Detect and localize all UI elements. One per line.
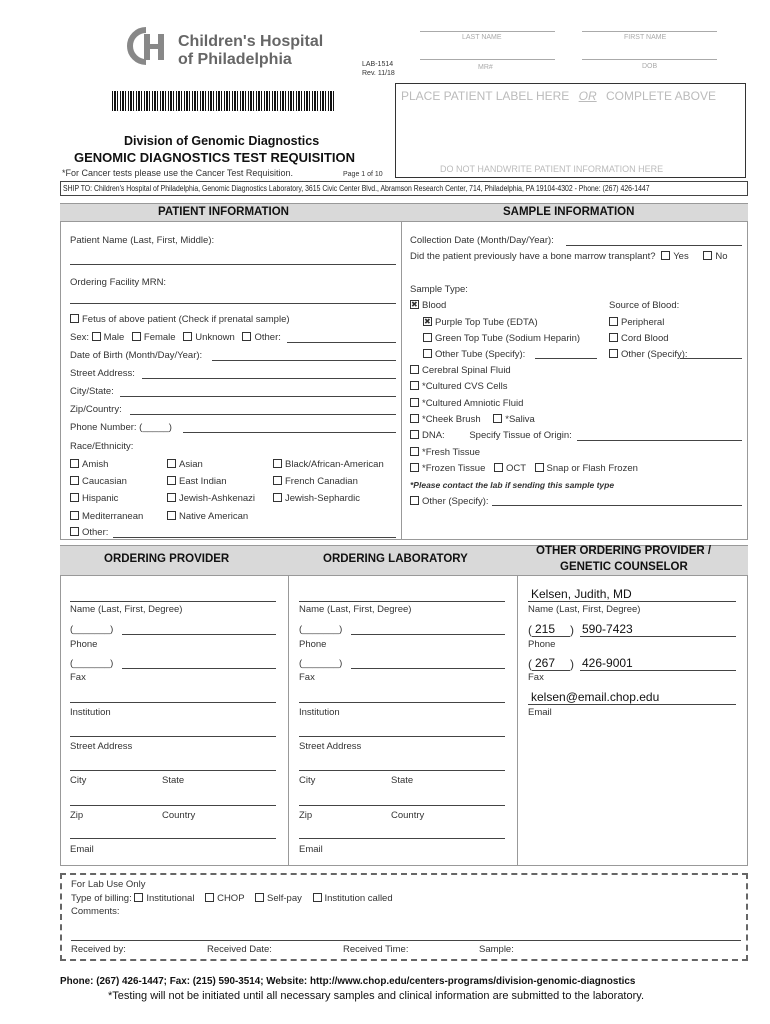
- bmt-no-checkbox[interactable]: [703, 251, 712, 260]
- city-field[interactable]: [120, 396, 396, 397]
- gc-label-1: Phone: [528, 639, 556, 650]
- blood-checkbox[interactable]: [410, 300, 419, 309]
- ol-field-5[interactable]: [299, 770, 505, 771]
- op-field-2[interactable]: [122, 668, 276, 669]
- race-hispanic[interactable]: Hispanic: [70, 493, 118, 504]
- ol-label-4: Street Address: [299, 741, 362, 752]
- bmt-row: Did the patient previously have a bone marrow transplant? Yes No: [410, 251, 728, 262]
- contact-lab-note: *Please contact the lab if sending this sample type: [410, 480, 615, 490]
- ol-paren-2: (_______): [299, 658, 343, 669]
- op-field-4[interactable]: [70, 736, 276, 737]
- comments-field[interactable]: [71, 940, 741, 941]
- gc-fax-area[interactable]: 267: [535, 656, 556, 670]
- ol-paren-1: (_______): [299, 624, 343, 635]
- form-title: GENOMIC DIAGNOSTICS TEST REQUISITION: [74, 150, 355, 165]
- gc-label-3: Email: [528, 707, 552, 718]
- other-tube-field[interactable]: [535, 358, 597, 359]
- dna-row[interactable]: DNA: Specify Tissue of Origin:: [410, 430, 572, 441]
- gc-paren-open-1: (: [528, 623, 532, 637]
- op-field-0[interactable]: [70, 601, 276, 602]
- other-source-row[interactable]: Other (Specify):: [609, 349, 688, 360]
- gc-label-0: Name (Last, First, Degree): [528, 604, 641, 615]
- op-label-3: Institution: [70, 707, 111, 718]
- ol-label-0: Name (Last, First, Degree): [299, 604, 412, 615]
- gc-paren-close-1: ): [570, 623, 574, 637]
- op-label-6: Zip: [70, 810, 84, 821]
- gc-num-line-1: [580, 636, 736, 637]
- cancer-note: *For Cancer tests please use the Cancer Test Requisition.: [62, 168, 293, 178]
- purple-tube-row[interactable]: ✖Purple Top Tube (EDTA): [423, 317, 538, 328]
- gc-email-value[interactable]: kelsen@email.chop.edu: [531, 690, 660, 704]
- source-blood-label: Source of Blood:: [609, 300, 680, 311]
- fresh-tissue-row[interactable]: *Fresh Tissue: [410, 447, 480, 458]
- sex-row: Sex: Male Female Unknown Other:: [70, 332, 281, 343]
- race-caucasian[interactable]: Caucasian: [70, 476, 127, 487]
- race-native-american[interactable]: Native American: [167, 511, 248, 522]
- patient-label-pre: PLACE PATIENT LABEL HERE: [401, 89, 570, 103]
- race-east-indian[interactable]: East Indian: [167, 476, 227, 487]
- ship-to: SHIP TO: Children's Hospital of Philadelphia, Genomic Diagnostics Laboratory, 3615 Civic Center Blvd., Abramson Research Center, 714, Philadelphia, PA 19104-4302 - Phone: (267) 426-1447: [63, 184, 650, 193]
- facility-mrn-field[interactable]: [70, 303, 396, 304]
- gc-num-line-2: [580, 670, 736, 671]
- ol-label-extra-5: State: [391, 775, 414, 786]
- gc-area-line-2: [532, 670, 570, 671]
- green-tube-row[interactable]: Green Top Tube (Sodium Heparin): [423, 333, 580, 344]
- gc-label-2: Fax: [528, 672, 544, 683]
- op-label-5: City: [70, 775, 87, 786]
- received-by: Received by:: [71, 944, 126, 955]
- patient-name-label: Patient Name (Last, First, Middle):: [70, 235, 215, 246]
- sample-info-title: SAMPLE INFORMATION: [503, 206, 635, 218]
- cvs-row[interactable]: *Cultured CVS Cells: [410, 381, 508, 392]
- cheek-row[interactable]: *Cheek Brush *Saliva: [410, 414, 535, 425]
- logo-text-line1: Children's Hospital: [178, 33, 324, 50]
- race-jewish-ashkenazi[interactable]: Jewish-Ashkenazi: [167, 493, 255, 504]
- ol-label-extra-6: Country: [391, 810, 425, 821]
- facility-mrn-label: Ordering Facility MRN:: [70, 277, 167, 288]
- no-handwrite: DO NOT HANDWRITE PATIENT INFORMATION HERE: [440, 164, 664, 174]
- dob-label: DOB: [642, 63, 658, 70]
- ol-field-3[interactable]: [299, 702, 505, 703]
- gc-phone-area[interactable]: 215: [535, 622, 556, 636]
- ol-label-7: Email: [299, 844, 323, 855]
- phone-field[interactable]: [183, 432, 396, 433]
- footer-note: *Testing will not be initiated until all necessary samples and clinical information are submitted to the laboratory.: [108, 990, 645, 1002]
- dna-tissue-field[interactable]: [577, 440, 742, 441]
- purple-tube-checkbox[interactable]: [423, 317, 432, 326]
- zip-field[interactable]: [130, 414, 396, 415]
- division-title: Division of Genomic Diagnostics: [124, 134, 320, 148]
- race-other-field[interactable]: [113, 537, 396, 538]
- op-label-extra-6: Country: [162, 810, 196, 821]
- dob-label-patient: Date of Birth (Month/Day/Year):: [70, 350, 203, 361]
- zip-label: Zip/Country:: [70, 404, 122, 415]
- op-field-6[interactable]: [70, 805, 276, 806]
- race-jewish-sephardic[interactable]: Jewish-Sephardic: [273, 493, 360, 504]
- gc-area-line-1: [532, 636, 570, 637]
- op-paren-2: (_______): [70, 658, 114, 669]
- received-date: Received Date:: [207, 944, 272, 955]
- op-paren-1: (_______): [70, 624, 114, 635]
- patient-label-or: OR: [578, 89, 597, 103]
- op-label-2: Fax: [70, 672, 86, 683]
- other-specify-row[interactable]: Other (Specify):: [410, 496, 489, 507]
- patient-info-title: PATIENT INFORMATION: [158, 206, 289, 218]
- dob-field[interactable]: [212, 360, 396, 361]
- sex-female-checkbox[interactable]: [132, 332, 141, 341]
- ol-label-6: Zip: [299, 810, 313, 821]
- other-tube-row[interactable]: Other Tube (Specify):: [423, 349, 525, 360]
- saliva-checkbox[interactable]: [493, 414, 502, 423]
- race-mediterranean[interactable]: Mediterranean: [70, 511, 143, 522]
- ol-label-2: Fax: [299, 672, 315, 683]
- ol-field-2[interactable]: [351, 668, 505, 669]
- sex-other-checkbox[interactable]: [242, 332, 251, 341]
- op-label-extra-5: State: [162, 775, 185, 786]
- gc-phone-number[interactable]: 590-7423: [582, 622, 633, 636]
- gc-paren-close-2: ): [570, 657, 574, 671]
- other-source-field[interactable]: [680, 358, 742, 359]
- patient-name-field[interactable]: [70, 264, 396, 265]
- oct-checkbox[interactable]: [494, 463, 503, 472]
- comments-label: Comments:: [71, 906, 120, 917]
- op-field-3[interactable]: [70, 702, 276, 703]
- billing-called-checkbox[interactable]: [313, 893, 322, 902]
- revision: Rev. 11/18: [362, 70, 395, 77]
- form-code: LAB-1514: [362, 61, 394, 68]
- ol-label-3: Institution: [299, 707, 340, 718]
- billing-chop-checkbox[interactable]: [205, 893, 214, 902]
- other-provider-title-1: OTHER ORDERING PROVIDER /: [536, 545, 712, 557]
- patient-label-instruction: [401, 89, 716, 103]
- fetus-checkbox[interactable]: [70, 314, 79, 323]
- blood-row[interactable]: ✖Blood: [410, 300, 446, 311]
- other-provider-title-2: GENETIC COUNSELOR: [560, 561, 688, 573]
- billing-row: Type of billing: Institutional CHOP Self-pay Institution called: [71, 893, 393, 904]
- ol-label-5: City: [299, 775, 316, 786]
- op-label-1: Phone: [70, 639, 98, 650]
- page-number: Page 1 of 10: [343, 171, 383, 178]
- ol-label-1: Phone: [299, 639, 327, 650]
- ol-field-7[interactable]: [299, 838, 505, 839]
- gc-line-0: [528, 601, 736, 602]
- last-name-label: LAST NAME: [462, 34, 502, 41]
- mrn-label: MR#: [478, 64, 493, 71]
- ol-field-0[interactable]: [299, 601, 505, 602]
- collection-date-label: Collection Date (Month/Day/Year):: [410, 235, 554, 246]
- lab-use-title: For Lab Use Only: [71, 879, 146, 890]
- op-label-0: Name (Last, First, Degree): [70, 604, 183, 615]
- race-french-canadian[interactable]: French Canadian: [273, 476, 358, 487]
- logo-text-line2: of Philadelphia: [178, 51, 292, 68]
- chop-logo-icon: [124, 26, 170, 66]
- billing-institutional-checkbox[interactable]: [134, 893, 143, 902]
- race-asian[interactable]: Asian: [167, 459, 203, 470]
- op-label-4: Street Address: [70, 741, 133, 752]
- ol-field-1[interactable]: [351, 634, 505, 635]
- gc-fax-number[interactable]: 426-9001: [582, 656, 633, 670]
- collection-date-field[interactable]: [566, 245, 742, 246]
- footer-contact: Phone: (267) 426-1447; Fax: (215) 590-3514; Website: http://www.chop.edu/centers-programs/division-genomic-diagnostics: [60, 975, 636, 987]
- cord-blood-row[interactable]: Cord Blood: [609, 333, 669, 344]
- frozen-tissue-row[interactable]: *Frozen Tissue OCT Snap or Flash Frozen: [410, 463, 638, 474]
- sample-received: Sample:: [479, 944, 514, 955]
- ol-field-6[interactable]: [299, 805, 505, 806]
- first-name-label: FIRST NAME: [624, 34, 667, 41]
- billing-selfpay-checkbox[interactable]: [255, 893, 264, 902]
- other-specify-field[interactable]: [492, 505, 742, 506]
- street-field[interactable]: [142, 378, 396, 379]
- fetus-checkbox-row[interactable]: Fetus of above patient (Check if prenatal sample): [70, 314, 290, 325]
- phone-label: Phone Number: (_____): [70, 422, 172, 433]
- csf-row[interactable]: Cerebral Spinal Fluid: [410, 365, 511, 376]
- sex-unknown-checkbox[interactable]: [183, 332, 192, 341]
- peripheral-row[interactable]: Peripheral: [609, 317, 664, 328]
- race-amish[interactable]: Amish: [70, 459, 108, 470]
- received-time: Received Time:: [343, 944, 409, 955]
- sex-other-field[interactable]: [287, 342, 396, 343]
- gc-line-3: [528, 704, 736, 705]
- ordering-lab-title: ORDERING LABORATORY: [323, 553, 468, 565]
- op-field-1[interactable]: [122, 634, 276, 635]
- bmt-yes-checkbox[interactable]: [661, 251, 670, 260]
- gc-name-value[interactable]: Kelsen, Judith, MD: [531, 587, 632, 601]
- barcode: [112, 91, 334, 111]
- gc-paren-open-2: (: [528, 657, 532, 671]
- op-field-7[interactable]: [70, 838, 276, 839]
- amnio-row[interactable]: *Cultured Amniotic Fluid: [410, 398, 523, 409]
- city-label: City/State:: [70, 386, 114, 397]
- race-label: Race/Ethnicity:: [70, 441, 134, 452]
- street-label: Street Address:: [70, 368, 135, 379]
- snap-frozen-checkbox[interactable]: [535, 463, 544, 472]
- op-field-5[interactable]: [70, 770, 276, 771]
- ordering-provider-title: ORDERING PROVIDER: [104, 553, 230, 565]
- sex-male-checkbox[interactable]: [92, 332, 101, 341]
- op-label-7: Email: [70, 844, 94, 855]
- race-black[interactable]: Black/African-American: [273, 459, 384, 470]
- race-other[interactable]: Other:: [70, 527, 108, 538]
- ol-field-4[interactable]: [299, 736, 505, 737]
- patient-label-post: COMPLETE ABOVE: [605, 89, 717, 103]
- sample-type-label: Sample Type:: [410, 284, 468, 295]
